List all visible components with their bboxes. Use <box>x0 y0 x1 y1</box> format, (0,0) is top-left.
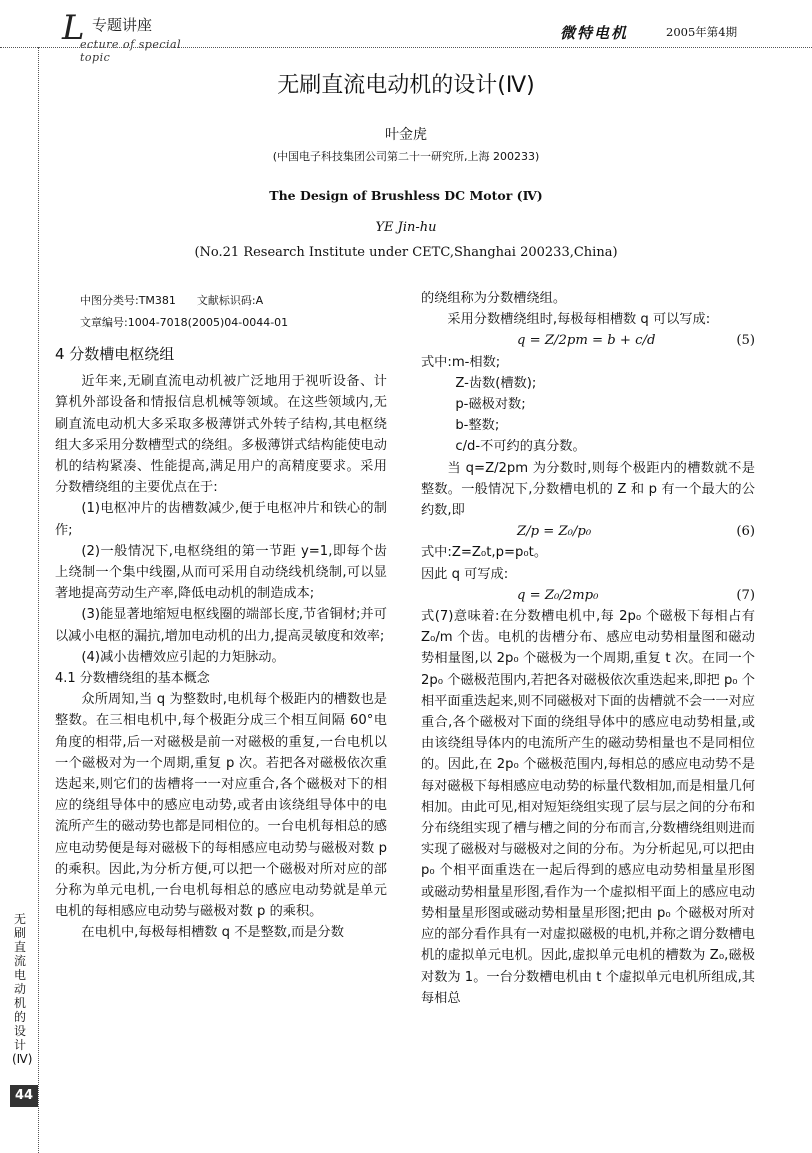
list-item: (4)减小齿槽效应引起的力矩脉动。 <box>81 649 285 665</box>
list-item: (2)一般情况下,电枢绕组的第一节距 y=1,即每个齿上绕制一个集中线圈,从而可采用自动绕线机绕制,可以显著地提高劳动生产率,降低电动机的制造成本; <box>55 543 387 602</box>
paragraph: 采用分数槽绕组时,每极每相槽数 q 可以写成: <box>447 312 711 328</box>
definition-line: 式中:Z=Z₀t,p=p₀t。 <box>421 545 548 561</box>
right-column <box>421 288 755 1009</box>
paragraph: 众所周知,当 q 为整数时,电机每个极距内的槽数也是整数。在三相电机中,每个极距分成三个相互间隔 60°电角度的相带,后一对磁极是前一对磁极的重复,一台电机以一个磁极对为一个周期,重复 p 次。若把各对磁极依次重迭起来,则它们的齿槽将一一对应重合,各个磁极对下的相应的绕组导体中的感应电动势,或者由该绕组导体中的电流所产生的磁动势也都是同相位的。一台电机每相总的感应电动势便是每对磁极下的每相感应电动势与磁极对数 p 的乘积。因此,为分析方便,可以把一个磁极对所对应的部分称为单元电机,一台电机每相总的感应电动势就是单元电机的每相感应电动势与磁极对数 p 的乘积。 <box>55 692 387 920</box>
paragraph: 因此 q 可写成: <box>421 566 509 582</box>
equation-7 <box>421 585 755 606</box>
paragraph: 式(7)意味着:在分数槽电机中,每 2p₀ 个磁极下每相占有 Z₀/m 个齿。电机的齿槽分布、感应电动势相量图和磁动势相量图,以 2p₀ 个磁极为一个周期,重复 t 次。在同一个 2p₀ 个磁极范围内,若把各对磁极依次重迭起来,即把 p₀ 个相平面重迭起来,则不同磁极对下面的齿槽就不会一一对应重合,各个磁极对下面的绕组导体中的感应电动势相量,或由该绕组导体内的电流所产生的磁动势相量也不是同相位的。因此,在 2p₀ 个磁极范围内,每相总的感应电动势不是每对磁极下每相感应电动势的标量代数相加,而是相量几何相加。由此可见,相对短矩绕组实现了层与层之间的分布和分布绕组实现了槽与槽之间的分布而言,分数槽绕组则进而实现了磁极对与磁极对之间的分布。为分析起见,可以把由 p₀ 个相平面重迭在一起后得到的感应电动势相量星形图或磁动势相量星形图,看作为一个虚拟相平面上的感应电动势相量星形图或磁动势相量星形图;把由 p₀ 个磁极对所对应的部分看作具有一对虚拟磁极的电机,并称之谓分数槽电机的虚拟单元电机。因此,虚拟单元电机的槽数为 Z₀,磁极对数为 1。一台分数槽电机由 t 个虚拟单元电机所组成,其每相总 <box>421 609 755 1006</box>
definition-line: p-磁极对数; <box>455 397 526 413</box>
subsection-heading: 4.1 分数槽绕组的基本概念 <box>55 671 210 687</box>
running-title: 无刷直流电动机的设计(Ⅳ) <box>12 912 33 1066</box>
header-divider <box>0 47 812 48</box>
equation-body: Z/p = Z₀/p₀ <box>517 524 592 540</box>
equation-6 <box>421 521 755 542</box>
article-affiliation: (中国电子科技集团公司第二十一研究所,上海 200233) <box>272 150 540 163</box>
journal-name: 微特电机 <box>560 24 629 42</box>
equation-body: q = Z₀/2mp₀ <box>517 587 599 603</box>
paragraph: 当 q=Z/2pm 为分数时,则每个极距内的槽数就不是整数。一般情况下,分数槽电机的 Z 和 p 有一个最大的公约数,即 <box>421 460 755 519</box>
list-item: (3)能显著地缩短电枢线圈的端部长度,节省铜材;并可以减小电枢的漏抗,增加电动机的出力,提高灵敏度和效率; <box>55 607 387 644</box>
article-affiliation-en: (No.21 Research Institute under CETC,Shanghai 200233,China) <box>194 245 618 260</box>
equation-5 <box>421 330 755 351</box>
article-author-en: YE Jin-hu <box>375 220 437 235</box>
paragraph: 近年来,无刷直流电动机被广泛地用于视听设备、计算机外部设备和情报信息机械等领域。在这些领域内,无刷直流电动机大多采取多极薄饼式外转子结构,其电枢绕组大多采用分数槽型式的绕组。多极薄饼式结构能使电动机的结构紧凑、性能提高,满足用户的高精度要求。采用分数槽绕组的主要优点在于: <box>55 374 387 496</box>
equation-body: q = Z/2pm = b + c/d <box>517 333 656 349</box>
definition-line: 式中:m-相数; <box>421 354 501 370</box>
journal-issue: 2005年第4期 <box>666 25 738 39</box>
article-title: 无刷直流电动机的设计(Ⅳ) <box>277 73 535 98</box>
list-item: (1)电枢冲片的齿槽数减少,便于电枢冲片和铁心的制作; <box>55 501 387 538</box>
left-column <box>55 344 387 944</box>
section-heading: 4 分数槽电枢绕组 <box>55 345 175 363</box>
equation-number: (7) <box>736 587 755 603</box>
paragraph: 的绕组称为分数槽绕组。 <box>421 291 567 306</box>
equation-number: (6) <box>736 524 755 540</box>
classification-line: 中图分类号:TM381 文献标识码:A <box>80 294 264 307</box>
logo-letter: L <box>62 8 85 48</box>
section-logo <box>62 8 202 64</box>
equation-number: (5) <box>736 333 755 349</box>
logo-text-en: ecture of special topic <box>80 38 182 64</box>
article-title-en: The Design of Brushless DC Motor (Ⅳ) <box>269 188 543 203</box>
paragraph: 在电机中,每极每相槽数 q 不是整数,而是分数 <box>81 925 344 941</box>
logo-text-cn: 专题讲座 <box>92 16 153 34</box>
page-number: 44 <box>10 1085 38 1107</box>
article-author: 叶金虎 <box>385 127 427 143</box>
article-number-line: 文章编号:1004-7018(2005)04-0044-01 <box>80 316 289 329</box>
margin-divider <box>38 47 39 1153</box>
definition-line: c/d-不可约的真分数。 <box>455 439 586 455</box>
definition-line: Z-齿数(槽数); <box>455 375 537 391</box>
definition-line: b-整数; <box>455 418 500 434</box>
